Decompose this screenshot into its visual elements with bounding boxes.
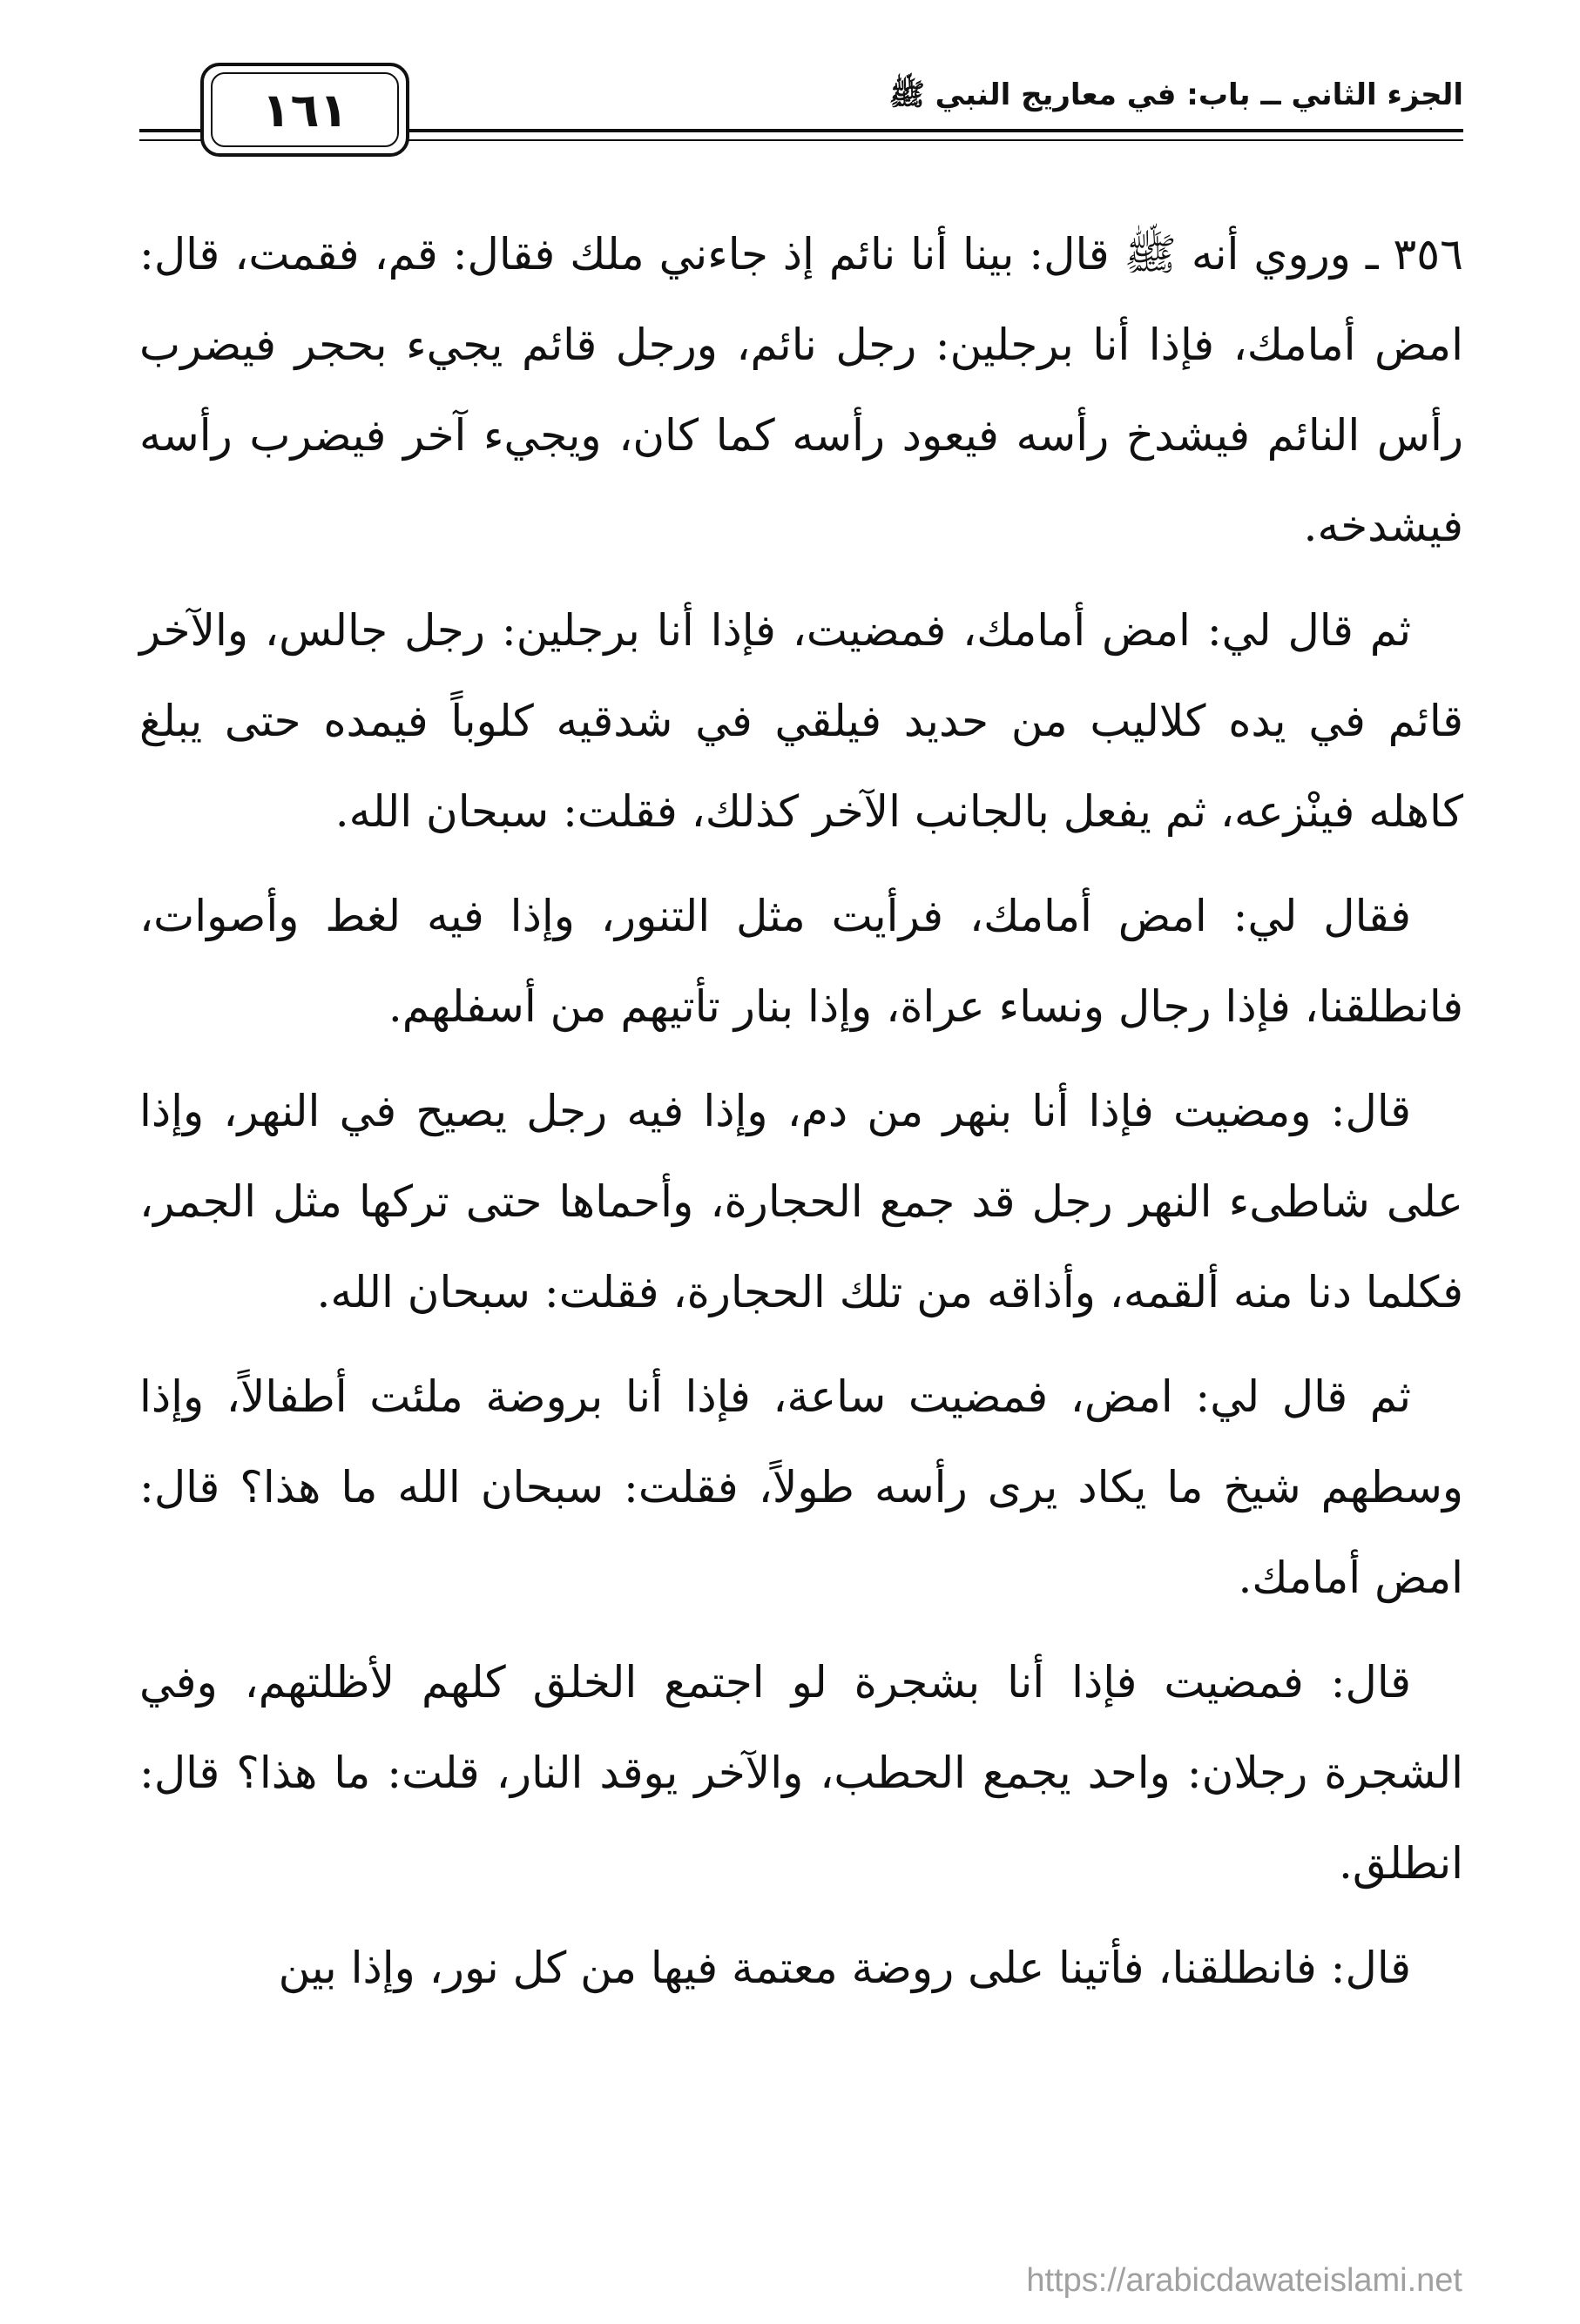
paragraph-3: فقال لي: امض أمامك، فرأيت مثل التنور، وإذا فيه لغط وأصوات، فانطلقنا، فإذا رجال ونساء عراة، وإذا بنار تأتيهم من أسفلهم. (139, 891, 1463, 1032)
paragraph-2: ثم قال لي: امض أمامك، فمضيت، فإذا أنا برجلين: رجل جالس، والآخر قائم في يده كلاليب من حديد فيلقي في شدقيه كلوباً فيمده حتى يبلغ كاهله فينْزعه، ثم يفعل بالجانب الآخر كذلك، فقلت: سبحان الله. (139, 605, 1463, 837)
body-text (139, 209, 1463, 2027)
paragraph-5: ثم قال لي: امض، فمضيت ساعة، فإذا أنا بروضة ملئت أطفالاً، وإذا وسطهم شيخ ما يكاد يرى رأسه طولاً، فقلت: سبحان الله ما هذا؟ قال: امض أمامك. (139, 1371, 1463, 1603)
paragraph-6: قال: فمضيت فإذا أنا بشجرة لو اجتمع الخلق كلهم لأظلتهم، وفي الشجرة رجلان: واحد يجمع الحطب، والآخر يوقد النار، قلت: ما هذا؟ قال: انطلق. (139, 1657, 1463, 1889)
page-header (139, 52, 1463, 165)
paragraph-4: قال: ومضيت فإذا أنا بنهر من دم، وإذا فيه رجل يصيح في النهر، وإذا على شاطىء النهر رجل قد جمع الحجارة، وأحماها حتى تركها مثل الجمر، فكلما دنا منه ألقمه، وأذاقه من تلك الحجارة، فقلت: سبحان الله. (139, 1086, 1463, 1317)
paragraph-7: قال: فانطلقنا، فأتينا على روضة معتمة فيها من كل نور، وإذا بين (278, 1943, 1411, 1993)
running-head: الجزء الثاني ــ باب: في معاريج النبي ﷺ (888, 77, 1463, 112)
paragraph-1: ٣٥٦ ـ وروي أنه ﷺ قال: بينا أنا نائم إذ جاءني ملك فقال: قم، فقمت، قال: امض أمامك، فإذا أنا برجلين: رجل نائم، ورجل قائم يجيء بحجر فيضرب رأس النائم فيشدخ رأسه فيعود رأسه كما كان، ويجيء آخر فيضرب رأسه فيشدخه. (139, 229, 1463, 551)
page-number: ١٦١ (211, 72, 399, 147)
watermark-url: https://arabicdawateislami.net (1026, 2262, 1462, 2299)
page-number-frame (200, 63, 409, 157)
